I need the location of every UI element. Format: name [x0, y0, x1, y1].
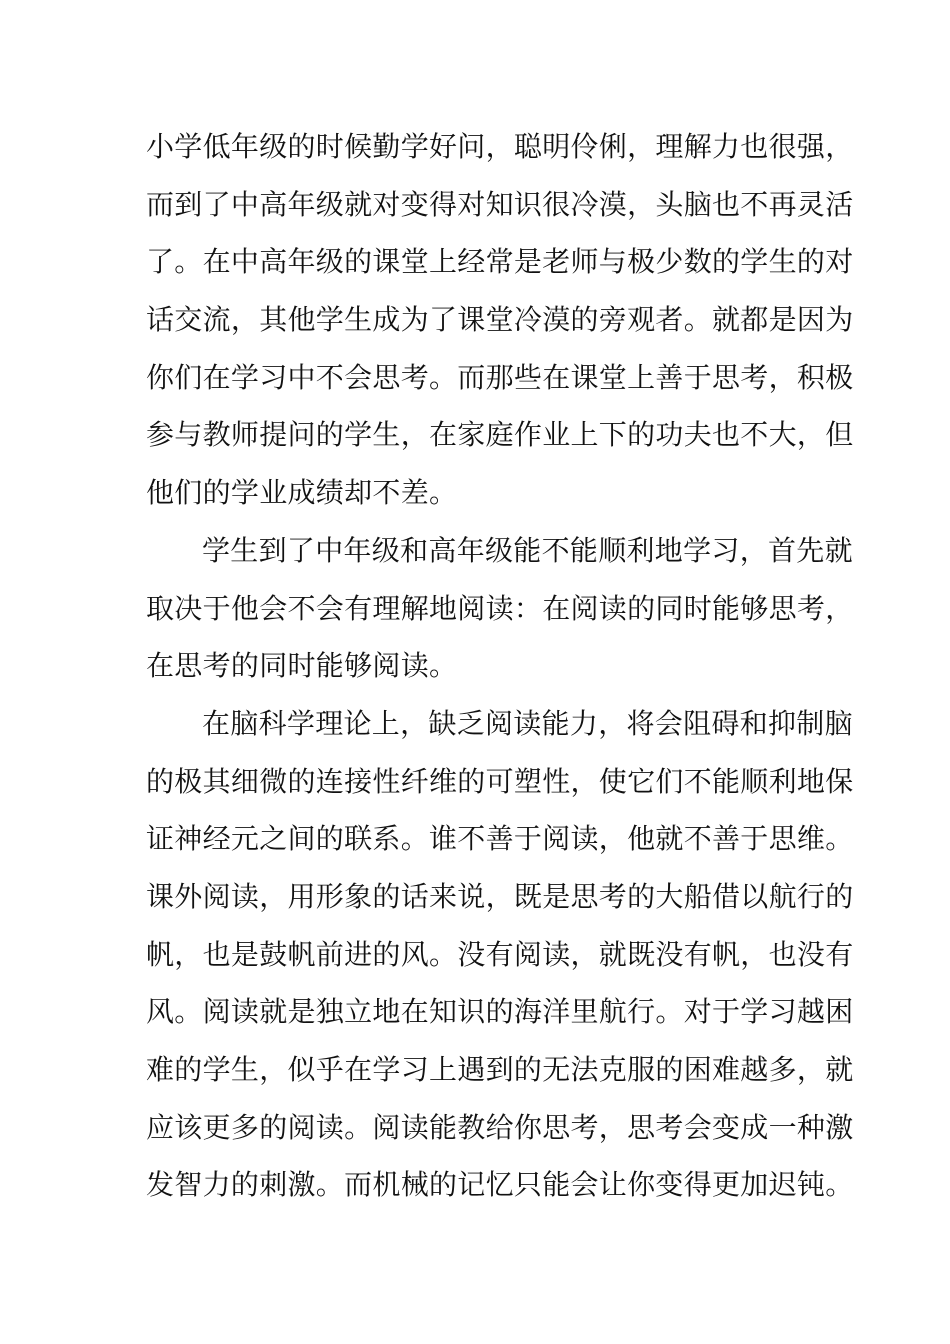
paragraph-2	[146, 522, 854, 695]
document-body	[146, 118, 854, 1214]
text-line: 他们的学业成绩却不差。	[146, 476, 458, 510]
text-line: 你们在学习中不会思考。而那些在课堂上善于思考，积极	[146, 360, 854, 394]
text-line: 课外阅读，用形象的话来说，既是思考的大船借以航行的	[146, 879, 854, 913]
text-line: 应该更多的阅读。阅读能教给你思考，思考会变成一种激	[146, 1110, 854, 1144]
text-line: 取决于他会不会有理解地阅读：在阅读的同时能够思考，	[146, 591, 854, 625]
paragraph-1	[146, 118, 854, 522]
text-line: 风。阅读就是独立地在知识的海洋里航行。对于学习越困	[146, 995, 854, 1029]
text-line: 参与教师提问的学生，在家庭作业上下的功夫也不大，但	[146, 418, 854, 452]
text-line: 在思考的同时能够阅读。	[146, 649, 458, 683]
text-line: 难的学生，似乎在学习上遇到的无法克服的困难越多，就	[146, 1053, 854, 1086]
text-line: 而到了中高年级就对变得对知识很冷漠，头脑也不再灵活	[146, 187, 854, 221]
text-line: 小学低年级的时候勤学好问，聪明伶俐，理解力也很强，	[146, 130, 854, 163]
text-line: 在脑科学理论上，缺乏阅读能力，将会阻碍和抑制脑	[202, 706, 853, 740]
text-line: 发智力的刺激。而机械的记忆只能会让你变得更加迟钝。	[146, 1168, 854, 1202]
text-line: 帆，也是鼓帆前进的风。没有阅读，就既没有帆，也没有	[146, 937, 854, 971]
text-line: 话交流，其他学生成为了课堂冷漠的旁观者。就都是因为	[146, 303, 854, 337]
text-line: 学生到了中年级和高年级能不能顺利地学习，首先就	[202, 533, 853, 567]
text-line: 证神经元之间的联系。谁不善于阅读，他就不善于思维。	[146, 822, 854, 856]
text-line: 的极其细微的连接性纤维的可塑性，使它们不能顺利地保	[146, 764, 854, 798]
paragraph-3	[146, 695, 854, 1214]
text-line: 了。在中高年级的课堂上经常是老师与极少数的学生的对	[146, 245, 854, 279]
